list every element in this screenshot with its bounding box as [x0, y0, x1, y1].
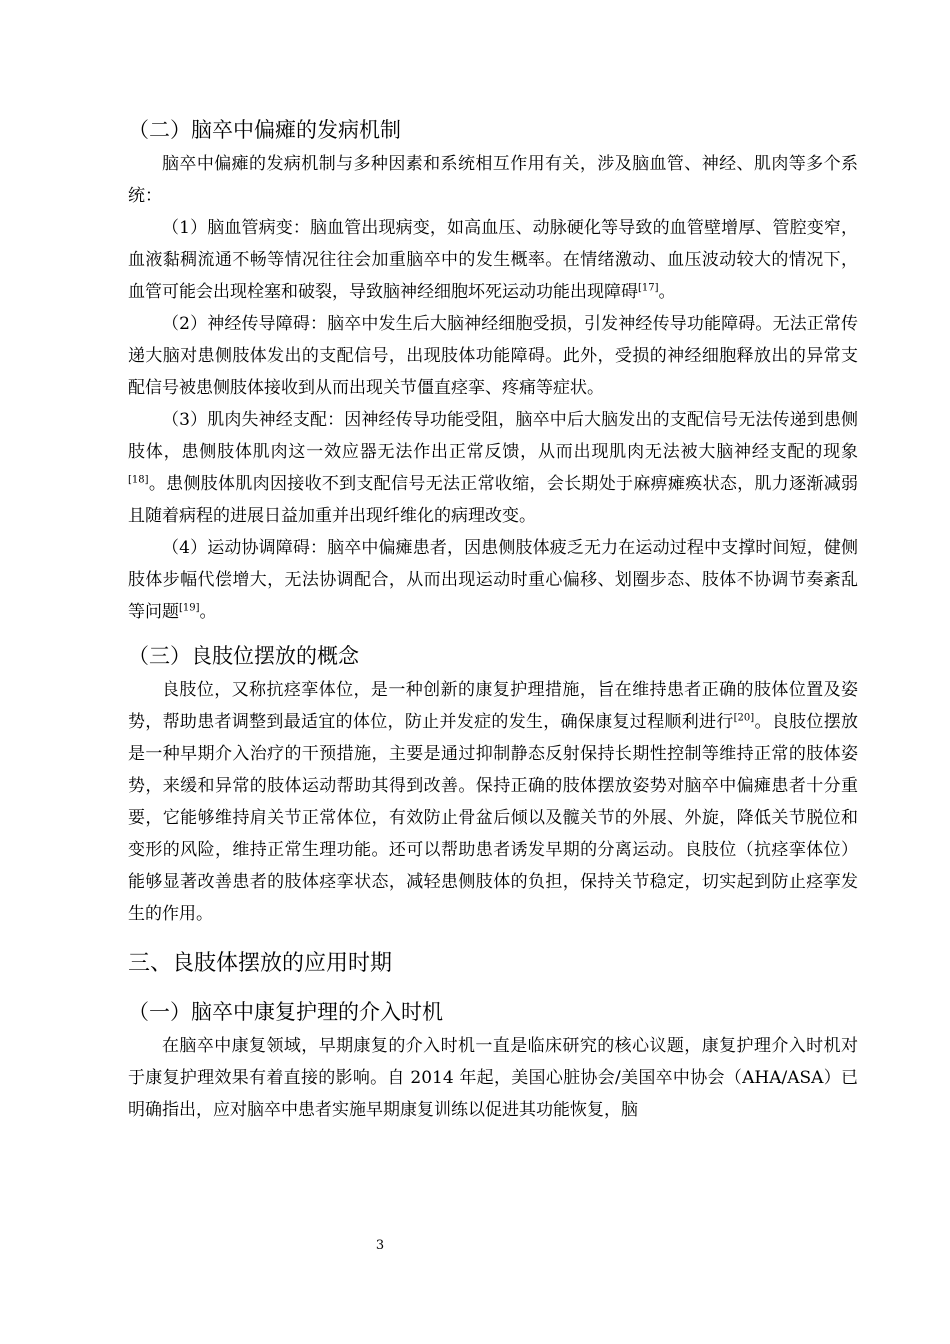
paragraph-text: 。患侧肢体肌肉因接收不到支配信号无法正常收缩，会长期处于麻痹瘫痪状态，肌力逐渐减弱且随着病程的进展日益加重并出现纤维化的病理改变。	[128, 474, 858, 526]
spacer	[128, 930, 858, 944]
section-heading-pathogenesis: （二）脑卒中偏瘫的发病机制	[128, 118, 401, 142]
citation-ref: [18]	[128, 474, 149, 486]
paragraph-neural-conduction: （2）神经传导障碍：脑卒中发生后大脑神经细胞受损，引发神经传导功能障碍。无法正常传递大脑对患侧肢体发出的支配信号，出现肢体功能障碍。此外，受损的神经细胞释放出的异常支配信号被患侧肢体接收到从而出现关节僵直痉挛、疼痛等症状。	[128, 314, 858, 398]
paragraph-end: 。	[199, 602, 217, 622]
paragraph-text: 良肢位，又称抗痉挛体位，是一种创新的康复护理措施，旨在维持患者正确的肢体位置及姿势，帮助患者调整到最适宜的体位，防止并发症的发生，确保康复过程顺利进行	[128, 680, 858, 732]
citation-ref: [19]	[179, 602, 200, 614]
chapter-heading-application-period: 三、良肢体摆放的应用时期	[128, 951, 393, 976]
paragraph-positioning-concept	[128, 674, 858, 930]
spacer	[128, 628, 858, 638]
spacer	[128, 984, 858, 994]
paragraph-cerebrovascular	[128, 212, 858, 308]
paragraph-muscle-denervation	[128, 404, 858, 532]
paragraph-intervention-timing: 在脑卒中康复领域，早期康复的介入时机一直是临床研究的核心议题，康复护理介入时机对于康复护理效果有着直接的影响。自 2014 年起，美国心脏协会/美国卒中协会（AHA/ASA）已明确指出，应对脑卒中患者实施早期康复训练以促进其功能恢复，脑	[128, 1036, 858, 1120]
paragraph-text: （1）脑血管病变：脑血管出现病变，如高血压、动脉硬化等导致的血管壁增厚、管腔变窄，血液黏稠流通不畅等情况往往会加重脑卒中的发生概率。在情绪激动、血压波动较大的情况下，血管可能会出现栓塞和破裂，导致脑神经细胞坏死运动功能出现障碍	[128, 218, 858, 302]
citation-ref: [20]	[733, 712, 755, 724]
section-heading-intervention-timing: （一）脑卒中康复护理的介入时机	[128, 1000, 443, 1024]
citation-ref: [17]	[638, 282, 659, 294]
page-content	[128, 112, 858, 1126]
page-number: 3	[375, 1238, 385, 1253]
paragraph-text: 。良肢位摆放是一种早期介入治疗的干预措施，主要是通过抑制静态反射保持长期性控制等维持正常的肢体姿势，来缓和异常的肢体运动帮助其得到改善。保持正确的肢体摆放姿势对脑卒中偏瘫患者十分重要，它能够维持肩关节正常体位，有效防止骨盆后倾以及髋关节的外展、外旋，降低关节脱位和变形的风险，维持正常生理功能。还可以帮助患者诱发早期的分离运动。良肢位（抗痉挛体位）能够显著改善患者的肢体痉挛状态，减轻患侧肢体的负担，保持关节稳定，切实起到防止痉挛发生的作用。	[128, 712, 859, 924]
paragraph-motor-coordination	[128, 532, 858, 628]
section-heading-positioning-concept: （三）良肢位摆放的概念	[128, 644, 359, 668]
paragraph-intro: 脑卒中偏瘫的发病机制与多种因素和系统相互作用有关，涉及脑血管、神经、肌肉等多个系统：	[128, 154, 858, 206]
paragraph-end: 。	[658, 282, 676, 302]
paragraph-text: （4）运动协调障碍：脑卒中偏瘫患者，因患侧肢体疲乏无力在运动过程中支撑时间短，健侧肢体步幅代偿增大，无法协调配合，从而出现运动时重心偏移、划圈步态、肢体不协调节奏紊乱等问题	[128, 538, 858, 622]
paragraph-text: （3）肌肉失神经支配：因神经传导功能受阻，脑卒中后大脑发出的支配信号无法传递到患侧肢体，患侧肢体肌肉这一效应器无法作出正常反馈，从而出现肌肉无法被大脑神经支配的现象	[128, 410, 858, 462]
